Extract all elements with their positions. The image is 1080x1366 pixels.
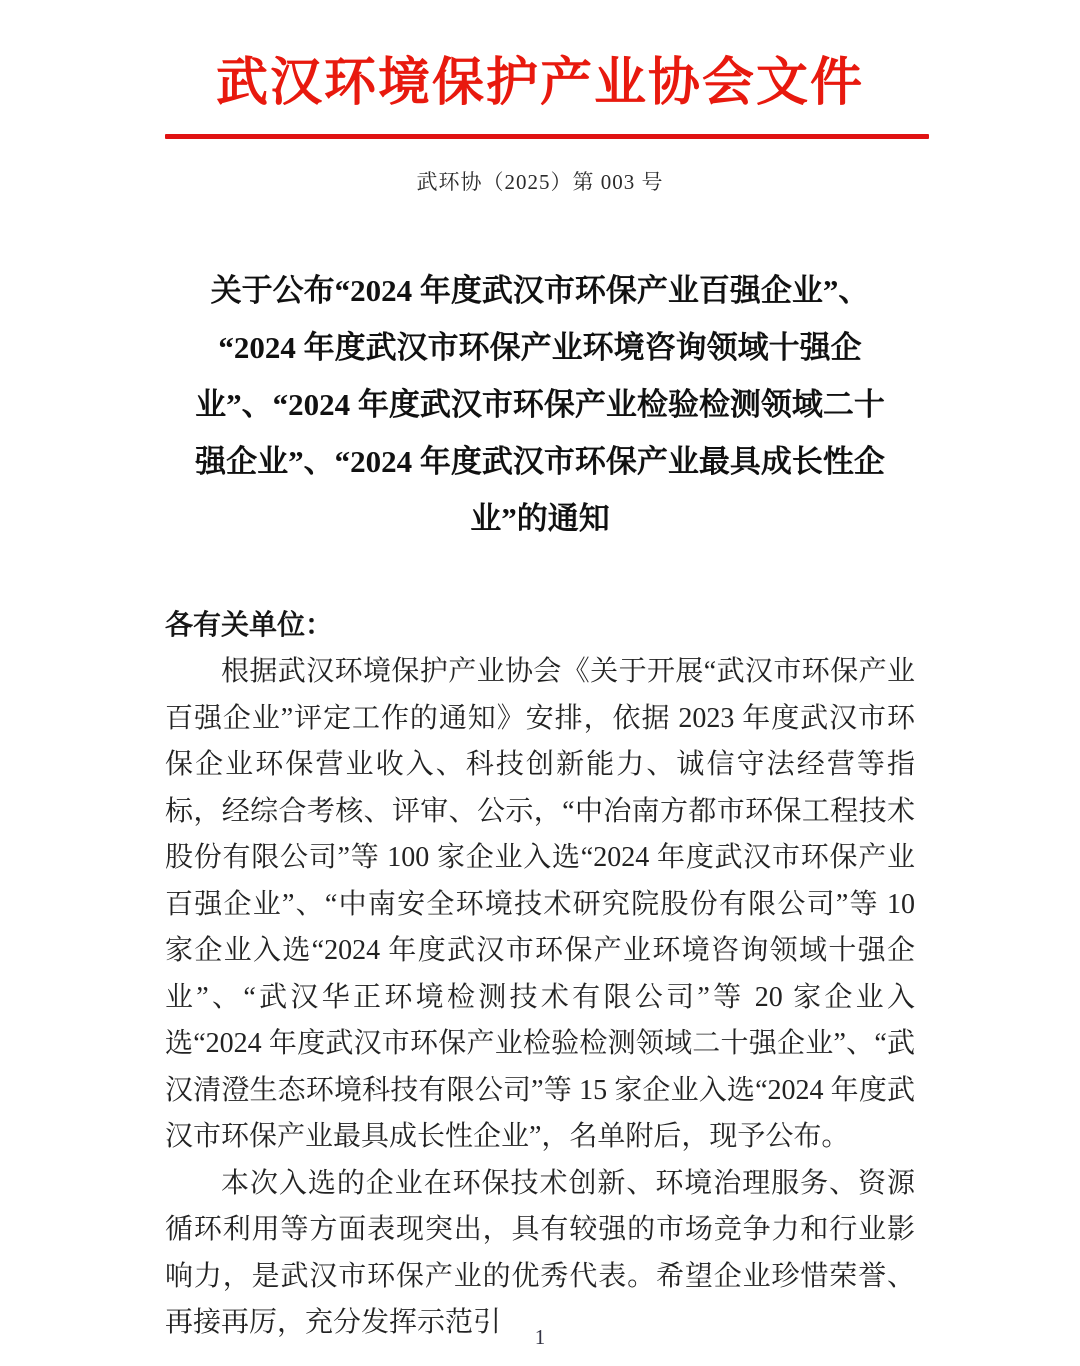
document-body	[165, 603, 915, 1347]
notice-title-line-5: 业”的通知	[470, 500, 610, 536]
notice-title-line-1: 关于公布“2024 年度武汉市环保产业百强企业”、	[210, 272, 870, 308]
document-header-title: 武汉环境保护产业协会文件	[215, 55, 864, 112]
salutation: 各有关单位：	[165, 609, 334, 641]
body-paragraph-1: 根据武汉环境保护产业协会《关于开展“武汉市环保产业百强企业”评定工作的通知》安排，依据 2023 年度武汉市环保企业环保营业收入、科技创新能力、诚信守法经营等指标，经综合考核、评审、公示，“中冶南方都市环保工程技术股份有限公司”等 100 家企业入选“2024 年度武汉市环保产业百强企业”、“中南安全环境技术研究院股份有限公司”等 10 家企业入选“2024 年度武汉市环保产业环境咨询领域十强企业”、“武汉华正环境检测技术有限公司”等 20 家企业入选“2024 年度武汉市环保产业检验检测领域二十强企业”、“武汉清澄生态环境科技有限公司”等 15 家企业入选“2024 年度武汉市环保产业最具成长性企业”，名单附后，现予公布。	[165, 656, 915, 1153]
notice-title-line-4: 强企业”、“2024 年度武汉市环保产业最具成长性企	[195, 443, 885, 479]
notice-title-line-2: “2024 年度武汉市环保产业环境咨询领域十强企	[218, 329, 862, 365]
notice-title-line-3: 业”、“2024 年度武汉市环保产业检验检测领域二十	[195, 386, 885, 422]
page-number: 1	[534, 1325, 546, 1349]
notice-title	[165, 262, 915, 547]
document-number: 武环协（2025）第 003 号	[416, 169, 664, 194]
body-paragraph-2: 本次入选的企业在环保技术创新、环境治理服务、资源循环利用等方面表现突出，具有较强的市场竞争力和行业影响力，是武汉市环保产业的优秀代表。希望企业珍惜荣誉、再接再厉，充分发挥示范引	[165, 1167, 915, 1339]
red-divider-line	[165, 134, 929, 139]
